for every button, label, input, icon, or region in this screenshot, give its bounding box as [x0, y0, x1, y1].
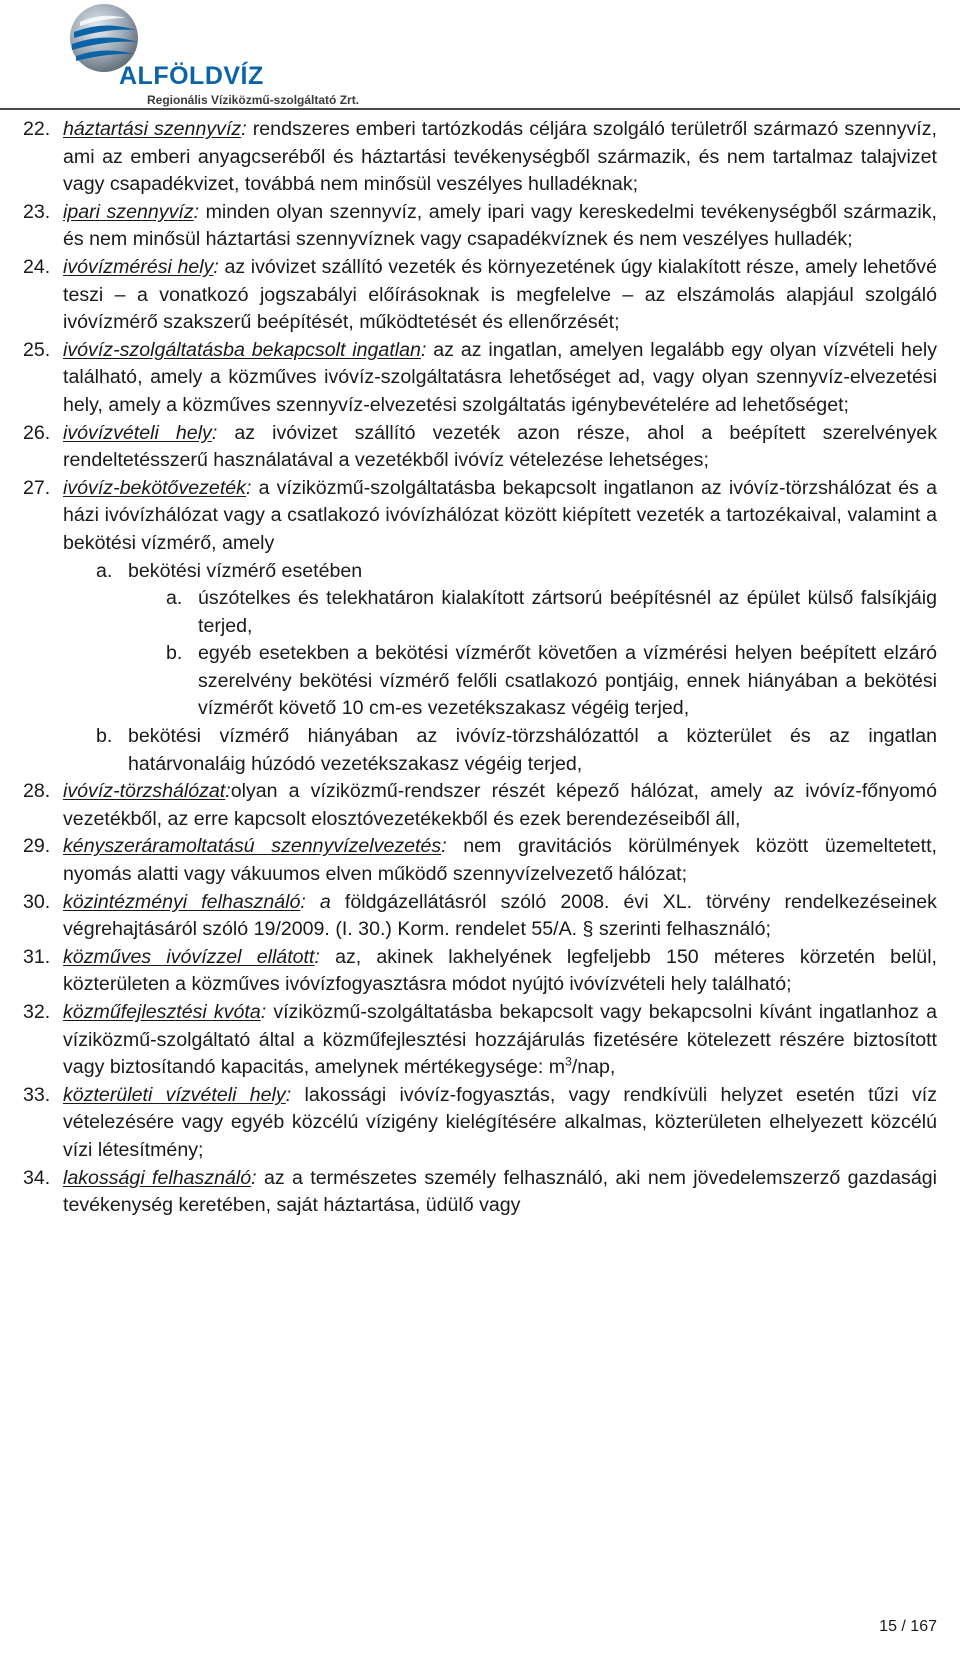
term-separator: :	[441, 835, 447, 858]
list-item	[23, 944, 937, 999]
list-item	[23, 1165, 937, 1220]
page-header	[0, 0, 960, 115]
page-number: 15 / 167	[879, 1618, 937, 1635]
defined-term: ipari szennyvíz	[63, 200, 194, 223]
item-body	[63, 116, 937, 199]
sub-list-item	[96, 558, 937, 586]
defined-term: közműfejlesztési kvóta	[63, 1001, 261, 1023]
header-divider	[0, 108, 960, 110]
term-separator: :	[241, 118, 247, 140]
item-body	[63, 420, 937, 475]
defined-term: lakossági felhasználó	[63, 1166, 252, 1189]
term-separator: :	[285, 1083, 292, 1106]
defined-term: ivóvíz-szolgáltatásba bekapcsolt ingatlan	[63, 338, 421, 361]
term-separator: :	[225, 780, 231, 803]
term-separator: :	[420, 338, 427, 361]
definitions-list	[23, 116, 937, 1220]
item-body	[63, 999, 937, 1082]
defined-term: ivóvízvételi hely	[63, 421, 212, 444]
sub-item-text: egyéb esetekben a bekötési vízmérőt követően a vízmérési helyen beépített elzáró szerelvény bekötési vízmérő felőli csatlakozó pontjáig, ennek hiányában a bekötési vízmérőt követő 10 cm-es vezetékszakasz végéig terjed,	[198, 642, 937, 720]
defined-term: közműves ivóvízzel ellátott	[63, 945, 315, 968]
unit-suffix: /nap,	[571, 1056, 616, 1079]
item-number: 28.	[23, 780, 51, 803]
sub-item-text: bekötési vízmérő esetében	[128, 559, 363, 582]
sub-sub-list-item	[166, 585, 937, 640]
term-separator: : a	[300, 890, 331, 913]
item-body	[63, 833, 937, 888]
sub-item-text: úszótelkes és telekhatáron kialakított zártsorú beépítésnél az épület külső falsíkjáig terjed,	[198, 587, 937, 637]
company-logo	[22, 2, 360, 112]
list-item	[23, 999, 937, 1082]
item-number: 30.	[23, 890, 51, 913]
definition-text: az ivóvizet szállító vezeték és környezetének úgy kialakított része, amely lehetővé teszi – a vonatkozó jogszabályi előírásoknak is megfelelve – az elszámolás alapjául szolgáló ivóvízmérő szakszerű beépítését, működtetését és ellenőrzését;	[63, 255, 937, 334]
defined-term: ivóvízmérési hely	[63, 255, 214, 278]
list-item	[23, 420, 937, 475]
list-item	[23, 778, 937, 833]
item-number: 32.	[23, 1001, 51, 1023]
list-item	[23, 254, 937, 337]
list-item	[23, 337, 937, 420]
definition-text: az, akinek lakhelyének legfeljebb 150 méteres körzetén belül, közterületen a közműves ivóvízfogyasztásra módot nyújtó ivóvízvételi hely található;	[63, 945, 937, 996]
term-separator: :	[260, 1001, 267, 1023]
definition-text: rendszeres emberi tartózkodás céljára szolgáló területről származó szennyvíz, ami az emberi anyagcseréből és háztartási tevékenységből származik, és nem tartalmaz talajvizet vagy csapadékvizet, továbbá nem minősül veszélyes hulladéknak;	[63, 118, 937, 196]
item-number: 24.	[23, 255, 51, 278]
term-separator: :	[211, 421, 218, 444]
item-number: 25.	[23, 338, 51, 361]
item-body	[63, 1082, 937, 1165]
item-body	[63, 1165, 937, 1220]
defined-term: közterületi vízvételi hely	[63, 1083, 286, 1106]
term-separator: :	[314, 945, 320, 968]
item-number: 22.	[23, 118, 51, 140]
definition-text: nem gravitációs körülmények között üzemeltetett, nyomás alatti vagy vákuumos elven működő szennyvízelvezető hálózat;	[63, 835, 937, 886]
defined-term: háztartási szennyvíz	[63, 118, 242, 140]
list-item	[23, 199, 937, 254]
definition-text: minden olyan szennyvíz, amely ipari vagy kereskedelmi tevékenységből származik, és nem minősül háztartási szennyvíznek vagy csapadékvíznek és nem veszélyes hulladék;	[63, 200, 938, 251]
sub-list-item	[96, 723, 937, 778]
sub-sub-list-item	[166, 640, 937, 723]
definition-text: az az ingatlan, amelyen legalább egy olyan vízvételi hely található, amely a közműves ivóvíz-szolgáltatásra lehetőséget ad, vagy olyan szennyvíz-elvezetési hely, amely a közműves szennyvíz-elvezetési szolgáltatás igénybevételére ad lehetőséget;	[63, 338, 938, 416]
sub-item-text: bekötési vízmérő hiányában az ivóvíz-törzshálózattól a közterület és az ingatlan határvonaláig húzódó vezetékszakasz végéig terjed,	[128, 725, 937, 775]
definition-text: lakossági ivóvíz-fogyasztás, vagy rendkívüli helyzet esetén tűzi víz vételezésére vagy egyéb közcélú vízigény kielégítésére alkalmas, közterületen elhelyezett közcélú vízi létesítmény;	[63, 1083, 937, 1161]
defined-term: közintézményi felhasználó	[63, 890, 301, 913]
item-body	[63, 199, 937, 254]
item-body	[63, 778, 937, 833]
definition-text: az a természetes személy felhasználó, aki nem jövedelemszerző gazdasági tevékenység keretében, saját háztartása, üdülő vagy	[63, 1166, 937, 1217]
brand-subtitle: Regionális Víziközmű-szolgáltató Zrt.	[147, 93, 360, 107]
definition-text: olyan a víziközmű-rendszer részét képező hálózat, amely az ivóvíz-főnyomó vezetékből, az erre kapcsolt elosztóvezetékekből és ezek berendezéseiből áll,	[63, 780, 937, 830]
sub-item-letter: a.	[96, 559, 113, 582]
term-separator: :	[193, 200, 200, 223]
brand-name: ALFÖLDVÍZ	[119, 62, 264, 90]
list-item	[23, 1082, 937, 1165]
defined-term: ivóvíz-bekötővezeték	[63, 476, 246, 499]
term-separator: :	[245, 476, 252, 499]
term-separator: :	[251, 1166, 257, 1189]
unit-superscript: 3	[565, 1054, 572, 1069]
item-number: 29.	[23, 835, 51, 858]
item-number: 33.	[23, 1083, 51, 1106]
term-separator: :	[213, 255, 219, 278]
item-body	[63, 889, 937, 944]
item-body	[63, 475, 937, 558]
item-number: 31.	[23, 945, 51, 968]
item-number: 23.	[23, 200, 51, 223]
definition-text: az ivóvizet szállító vezeték azon része, ahol a beépített szerelvények rendeltetésszerű használatával a vezetékből ivóvíz vételezése lehetséges;	[63, 421, 938, 472]
item-number: 34.	[23, 1166, 51, 1189]
item-body	[63, 944, 937, 999]
sub-item-letter: b.	[166, 642, 183, 665]
definition-text: a víziközmű-szolgáltatásba bekapcsolt ingatlanon az ivóvíz-törzshálózat és a házi ivóvízhálózat vagy a csatlakozó ivóvízhálózat között kiépített vezeték a tartozékaival, valamint a bekötési vízmérő, amely	[63, 476, 937, 554]
list-item	[23, 833, 937, 888]
item-number: 26.	[23, 421, 51, 444]
item-body	[63, 254, 937, 337]
defined-term: ivóvíz-törzshálózat	[63, 780, 226, 803]
definition-text: víziközmű-szolgáltatásba bekapcsolt vagy bekapcsolni kívánt ingatlanhoz a víziközmű-szolgáltató által a közműfejlesztési hozzájárulás fizetésére kötelezett részére biztosított vagy biztosítandó kapacitás, amelynek mértékegysége: m	[63, 1001, 938, 1079]
defined-term: kényszeráramoltatású szennyvízelvezetés	[63, 835, 442, 858]
item-number: 27.	[23, 476, 51, 499]
sub-item-letter: a.	[166, 587, 183, 610]
definition-text: földgázellátásról szóló 2008. évi XL. törvény rendelkezéseinek végrehajtásáról szóló 19/2009. (I. 30.) Korm. rendelet 55/A. § szerinti felhasználó;	[63, 890, 937, 941]
item-body	[63, 337, 937, 420]
list-item	[23, 116, 937, 199]
sub-item-letter: b.	[96, 725, 113, 748]
list-item	[23, 475, 937, 558]
list-item	[23, 889, 937, 944]
